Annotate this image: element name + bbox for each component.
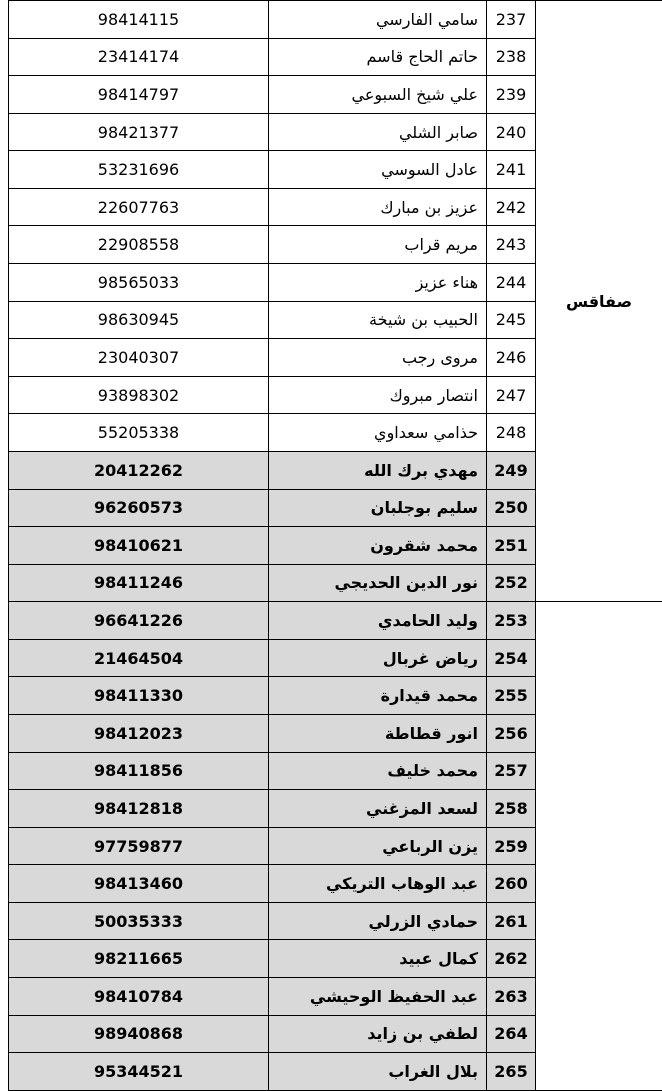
- name-cell: هناء عزيز: [269, 264, 487, 302]
- name-cell: لطفي بن زايد: [269, 1015, 487, 1053]
- phone-cell: 98414797: [9, 76, 269, 114]
- row-number-cell: 237: [487, 1, 536, 39]
- phone-cell: 98630945: [9, 301, 269, 339]
- name-cell: صابر الشلي: [269, 113, 487, 151]
- row-number-cell: 255: [487, 677, 536, 715]
- phone-cell: 98410784: [9, 978, 269, 1016]
- row-number-cell: 247: [487, 376, 536, 414]
- phone-cell: 98411246: [9, 564, 269, 602]
- name-cell: مروى رجب: [269, 339, 487, 377]
- row-number-cell: 239: [487, 76, 536, 114]
- name-cell: عبد الحفيظ الوحيشي: [269, 978, 487, 1016]
- phone-cell: 97759877: [9, 827, 269, 865]
- row-number-cell: 263: [487, 978, 536, 1016]
- phone-cell: 98410621: [9, 527, 269, 565]
- contacts-table: [8, 0, 662, 1091]
- phone-cell: 98413460: [9, 865, 269, 903]
- name-cell: كمال عبيد: [269, 940, 487, 978]
- row-number-cell: 244: [487, 264, 536, 302]
- row-number-cell: 254: [487, 639, 536, 677]
- name-cell: مهدي برك الله: [269, 451, 487, 489]
- name-cell: سامي الفارسي: [269, 1, 487, 39]
- name-cell: حاتم الحاج قاسم: [269, 38, 487, 76]
- row-number-cell: 238: [487, 38, 536, 76]
- name-cell: يزن الرباعي: [269, 827, 487, 865]
- name-cell: عزيز بن مبارك: [269, 188, 487, 226]
- table-row: [9, 602, 662, 640]
- row-number-cell: 251: [487, 527, 536, 565]
- phone-cell: 23414174: [9, 38, 269, 76]
- row-number-cell: 262: [487, 940, 536, 978]
- phone-cell: 22908558: [9, 226, 269, 264]
- phone-cell: 98565033: [9, 264, 269, 302]
- phone-cell: 23040307: [9, 339, 269, 377]
- row-number-cell: 252: [487, 564, 536, 602]
- phone-cell: 98421377: [9, 113, 269, 151]
- name-cell: انتصار مبروك: [269, 376, 487, 414]
- city-cell: صفاقس: [536, 1, 662, 602]
- phone-cell: 96260573: [9, 489, 269, 527]
- phone-cell: 98411856: [9, 752, 269, 790]
- phone-cell: 55205338: [9, 414, 269, 452]
- name-cell: محمد قيدارة: [269, 677, 487, 715]
- row-number-cell: 253: [487, 602, 536, 640]
- row-number-cell: 250: [487, 489, 536, 527]
- name-cell: حمادي الزرلي: [269, 902, 487, 940]
- row-number-cell: 257: [487, 752, 536, 790]
- name-cell: محمد خليف: [269, 752, 487, 790]
- row-number-cell: 246: [487, 339, 536, 377]
- phone-cell: 95344521: [9, 1053, 269, 1091]
- row-number-cell: 258: [487, 790, 536, 828]
- table-body: [9, 1, 662, 1091]
- row-number-cell: 259: [487, 827, 536, 865]
- name-cell: نور الدين الحديجي: [269, 564, 487, 602]
- phone-cell: 98412818: [9, 790, 269, 828]
- name-cell: رياض غربال: [269, 639, 487, 677]
- phone-cell: 21464504: [9, 639, 269, 677]
- phone-cell: 53231696: [9, 151, 269, 189]
- name-cell: الحبيب بن شيخة: [269, 301, 487, 339]
- phone-cell: 98412023: [9, 714, 269, 752]
- row-number-cell: 240: [487, 113, 536, 151]
- row-number-cell: 241: [487, 151, 536, 189]
- phone-cell: 98411330: [9, 677, 269, 715]
- phone-cell: 98414115: [9, 1, 269, 39]
- name-cell: لسعد المزغني: [269, 790, 487, 828]
- phone-cell: 22607763: [9, 188, 269, 226]
- row-number-cell: 248: [487, 414, 536, 452]
- city-cell-empty: [536, 602, 662, 1091]
- phone-cell: 20412262: [9, 451, 269, 489]
- name-cell: محمد شقرون: [269, 527, 487, 565]
- name-cell: وليد الحامدي: [269, 602, 487, 640]
- row-number-cell: 264: [487, 1015, 536, 1053]
- name-cell: عبد الوهاب التريكي: [269, 865, 487, 903]
- phone-cell: 96641226: [9, 602, 269, 640]
- name-cell: انور قطاطة: [269, 714, 487, 752]
- name-cell: حذامي سعداوي: [269, 414, 487, 452]
- phone-cell: 50035333: [9, 902, 269, 940]
- row-number-cell: 242: [487, 188, 536, 226]
- row-number-cell: 260: [487, 865, 536, 903]
- phone-cell: 98211665: [9, 940, 269, 978]
- row-number-cell: 245: [487, 301, 536, 339]
- row-number-cell: 243: [487, 226, 536, 264]
- row-number-cell: 249: [487, 451, 536, 489]
- name-cell: سليم بوجلبان: [269, 489, 487, 527]
- phone-cell: 98940868: [9, 1015, 269, 1053]
- name-cell: مريم قراب: [269, 226, 487, 264]
- name-cell: بلال الغراب: [269, 1053, 487, 1091]
- row-number-cell: 261: [487, 902, 536, 940]
- phone-cell: 93898302: [9, 376, 269, 414]
- row-number-cell: 265: [487, 1053, 536, 1091]
- row-number-cell: 256: [487, 714, 536, 752]
- name-cell: عادل السوسي: [269, 151, 487, 189]
- name-cell: علي شيخ السبوعي: [269, 76, 487, 114]
- table-row: [9, 1, 662, 39]
